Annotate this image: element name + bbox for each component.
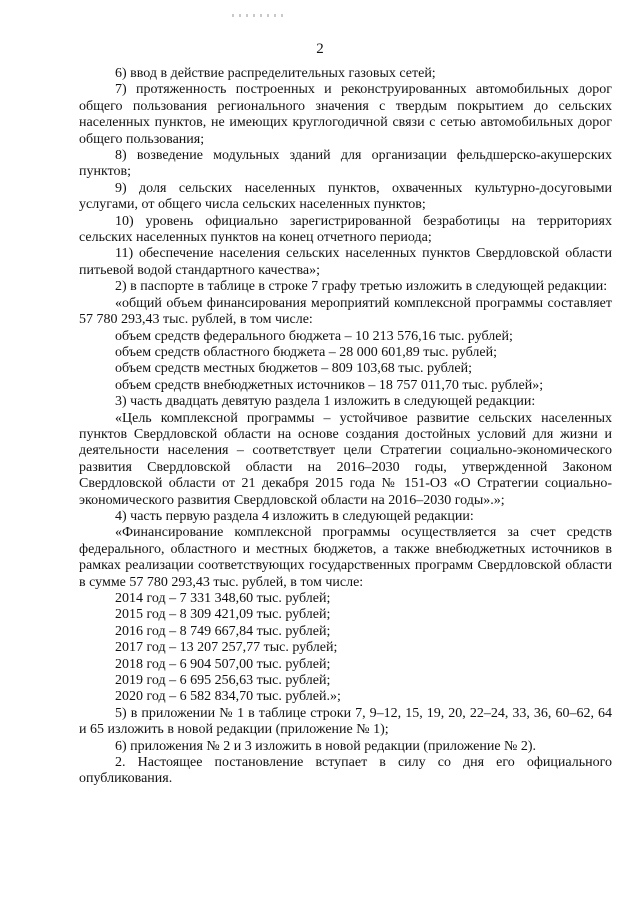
amendment-4-section-4: 4) часть первую раздела 4 изложить в следующей редакции:	[115, 508, 474, 524]
document-body	[79, 66, 612, 788]
financing-total: «общий объем финансирования мероприятий комплексной программы составляет 57 780 293,43 тыс. рублей, в том числе:	[79, 295, 612, 328]
item-10-unemployment: 10) уровень официально зарегистрированной безработицы на территориях сельских населенных пунктов на конец отчетного периода;	[79, 213, 612, 246]
financing-federal: объем средств федерального бюджета – 10 213 576,16 тыс. рублей;	[115, 328, 513, 344]
amendment-3-section-1: 3) часть двадцать девятую раздела 1 изложить в следующей редакции:	[115, 394, 536, 410]
financing-year-2020: 2020 год – 6 582 834,70 тыс. рублей.»;	[115, 689, 341, 705]
financing-year-2015: 2015 год – 8 309 421,09 тыс. рублей;	[115, 607, 331, 623]
financing-year-2018: 2018 год – 6 904 507,00 тыс. рублей;	[115, 656, 331, 672]
amendment-2-passport: 2) в паспорте в таблице в строке 7 графу третью изложить в следующей редакции:	[115, 279, 608, 295]
item-6-gas-networks: 6) ввод в действие распределительных газовых сетей;	[115, 66, 436, 81]
financing-year-2019: 2019 год – 6 695 256,63 тыс. рублей;	[115, 673, 331, 689]
financing-extrabudgetary: объем средств внебюджетных источников – 18 757 011,70 тыс. рублей»;	[115, 377, 544, 393]
financing-sources: «Финансирование комплексной программы осуществляется за счет средств федерального, областного и местных бюджетов, а также внебюджетных источников в рамках реализации соответствующих государственных программ Свердловской области в сумме 57 780 293,43 тыс. рублей, в том числе:	[79, 525, 612, 590]
financing-local: объем средств местных бюджетов – 809 103,68 тыс. рублей;	[115, 361, 473, 377]
item-11-drinking-water: 11) обеспечение населения сельских населенных пунктов Свердловской области питьевой водой стандартного качества»;	[79, 246, 612, 278]
financing-year-2014: 2014 год – 7 331 348,60 тыс. рублей;	[115, 591, 331, 606]
financing-year-2017: 2017 год – 13 207 257,77 тыс. рублей;	[115, 640, 338, 656]
amendment-5-appendix-1: 5) в приложении № 1 в таблице строки 7, 9–12, 15, 19, 20, 22–24, 33, 36, 60–62, 64 и 65 изложить в новой редакции (приложение № 1);	[79, 705, 612, 738]
financing-regional: объем средств областного бюджета – 28 000 601,89 тыс. рублей;	[115, 344, 498, 360]
page-number: 2	[316, 41, 324, 57]
amendment-6-appendices-2-3: 6) приложения № 2 и 3 изложить в новой редакции (приложение № 2).	[115, 738, 537, 754]
item-7-roads: 7) протяженность построенных и реконструированных автомобильных дорог общего пользования регионального значения с твердым покрытием до сельских населенных пунктов, не имеющих круглогодичной связи с сетью автомобильных дорог общего пользования;	[79, 82, 612, 147]
item-9-cultural-services: 9) доля сельских населенных пунктов, охваченных культурно-досуговыми услугами, от общего числа сельских населенных пунктов;	[79, 180, 612, 213]
scan-artifact	[232, 14, 288, 17]
financing-year-2016: 2016 год – 8 749 667,84 тыс. рублей;	[115, 623, 331, 639]
effective-date-clause: 2. Настоящее постановление вступает в силу со дня его официального опубликования.	[79, 755, 612, 787]
item-8-medical-buildings: 8) возведение модульных зданий для организации фельдшерско-акушерских пунктов;	[79, 148, 612, 180]
program-goal: «Цель комплексной программы – устойчивое развитие сельских населенных пунктов Свердловской области на основе создания достойных условий для жизни и деятельности населения – соответствует цели Стратегии социально-экономического развития Свердловской области на 2016–2030 годы, утвержденной Законом Свердловской области от 21 декабря 2015 года № 151-ОЗ «О Стратегии социально-экономического развития Свердловской области на 2016–2030 годы».»;	[79, 410, 612, 508]
